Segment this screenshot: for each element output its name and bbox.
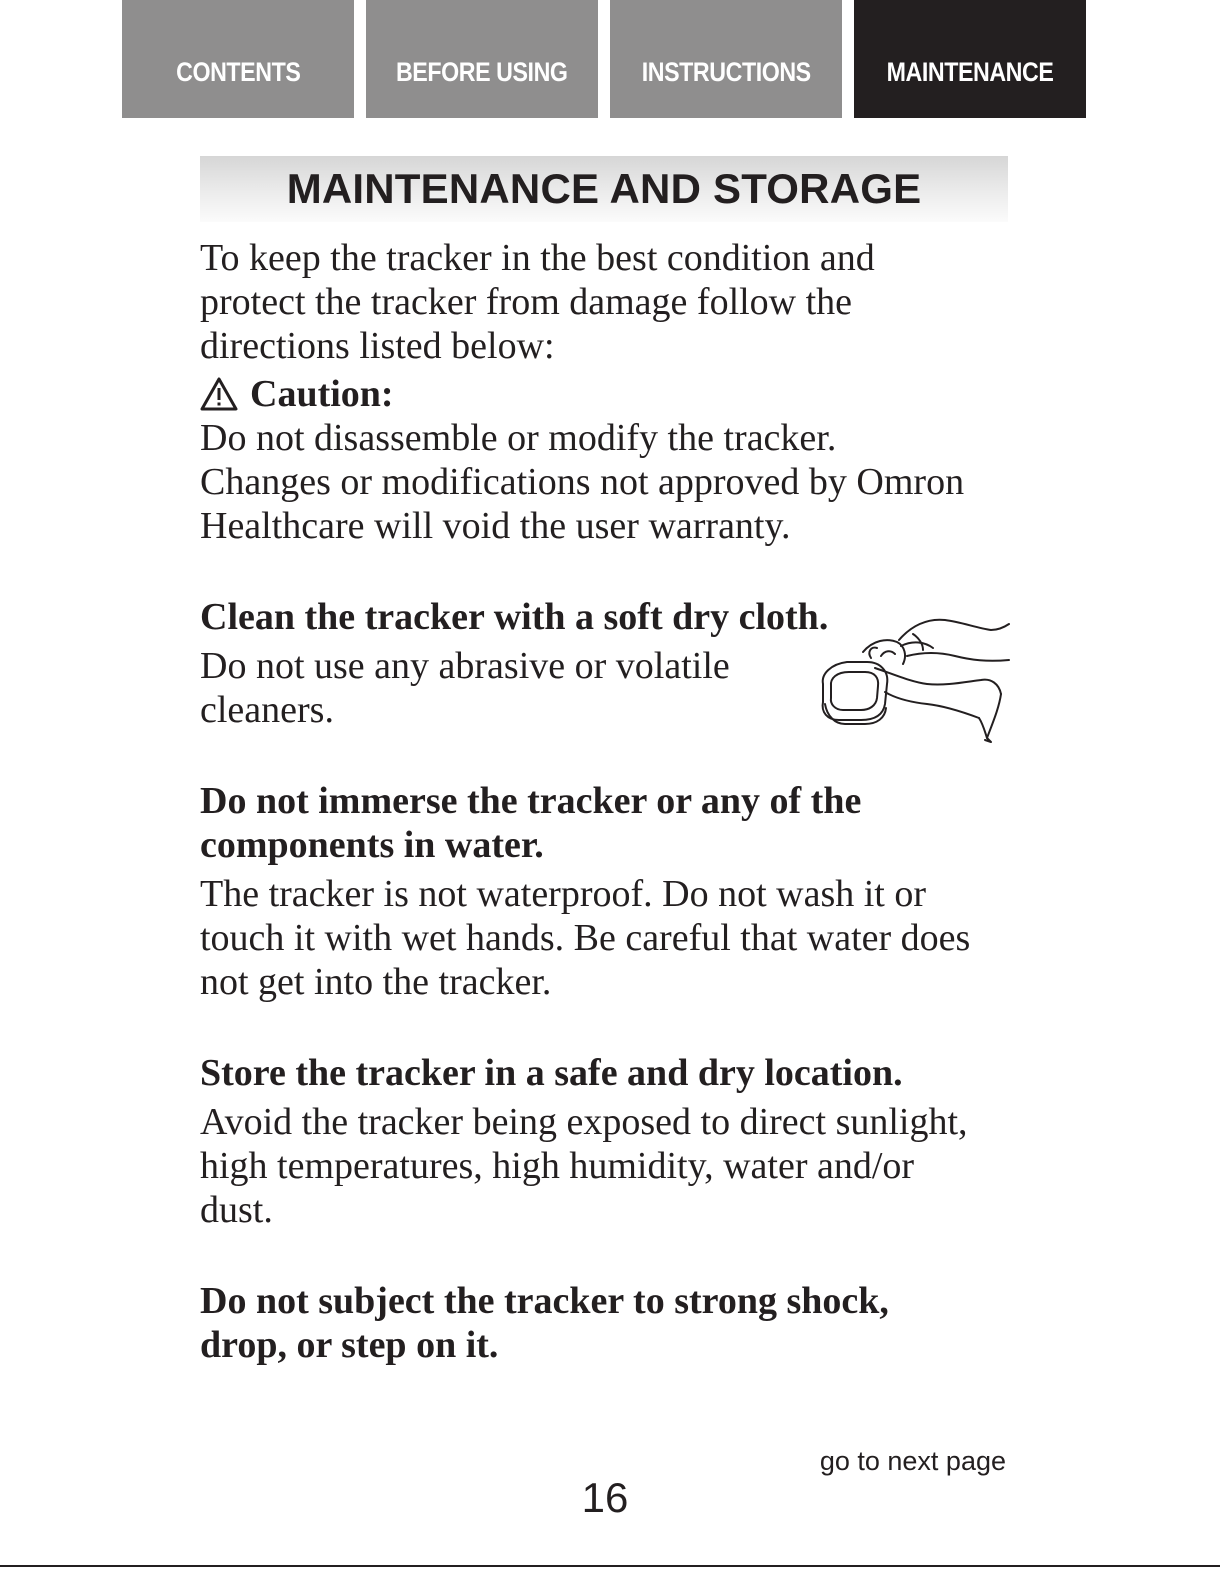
section-heading: components in water. <box>200 824 544 866</box>
section-tabs <box>0 0 1220 118</box>
section-body-line: touch it with wet hands. Be careful that water does <box>200 917 971 959</box>
page-title: MAINTENANCE AND STORAGE <box>286 165 922 212</box>
section-body-line: dust. <box>200 1189 273 1231</box>
section-heading: Clean the tracker with a soft dry cloth. <box>200 596 829 638</box>
tab-instructions-label: INSTRUCTIONS <box>641 56 811 87</box>
footer-divider <box>0 1565 1220 1567</box>
tab-instructions[interactable] <box>610 0 842 118</box>
section-water <box>200 779 1020 1004</box>
section-body-line: Avoid the tracker being exposed to direct sunlight, <box>200 1101 968 1143</box>
hand-wiping-tracker-illustration <box>815 612 1010 747</box>
section-heading: Store the tracker in a safe and dry location. <box>200 1052 903 1094</box>
tab-maintenance[interactable] <box>854 0 1086 118</box>
caution-block <box>200 372 1020 548</box>
section-body-line: high temperatures, high humidity, water and/or <box>200 1145 915 1187</box>
section-heading: Do not subject the tracker to strong shock, <box>200 1280 889 1322</box>
intro-line: protect the tracker from damage follow the <box>200 281 853 323</box>
caution-label: Caution: <box>250 373 394 415</box>
main-content <box>200 236 1020 1367</box>
caution-heading <box>200 372 1020 416</box>
intro-line: directions listed below: <box>200 325 555 367</box>
section-body-line: not get into the tracker. <box>200 961 552 1003</box>
title-band <box>200 156 1008 222</box>
tab-maintenance-label: MAINTENANCE <box>886 56 1054 87</box>
caution-line: Changes or modifications not approved by Omron <box>200 461 965 503</box>
intro-line: To keep the tracker in the best condition and <box>200 237 875 279</box>
section-storage <box>200 1051 1020 1232</box>
page-number: 16 <box>581 1474 629 1521</box>
intro-paragraph <box>200 236 1020 368</box>
next-page-link[interactable]: go to next page <box>819 1446 1006 1476</box>
caution-line: Do not disassemble or modify the tracker. <box>200 417 837 459</box>
tab-before-using[interactable] <box>366 0 598 118</box>
warning-triangle-icon <box>200 377 238 411</box>
tab-before-using-label: BEFORE USING <box>396 56 568 87</box>
tab-contents[interactable] <box>122 0 354 118</box>
section-shock <box>200 1279 1020 1367</box>
section-heading: Do not immerse the tracker or any of the <box>200 780 862 822</box>
caution-line: Healthcare will void the user warranty. <box>200 505 791 547</box>
section-body-line: The tracker is not waterproof. Do not wash it or <box>200 873 927 915</box>
tab-contents-label: CONTENTS <box>175 56 301 87</box>
section-body-line: cleaners. <box>200 689 334 731</box>
section-body-line: Do not use any abrasive or volatile <box>200 645 730 687</box>
section-heading: drop, or step on it. <box>200 1324 499 1366</box>
